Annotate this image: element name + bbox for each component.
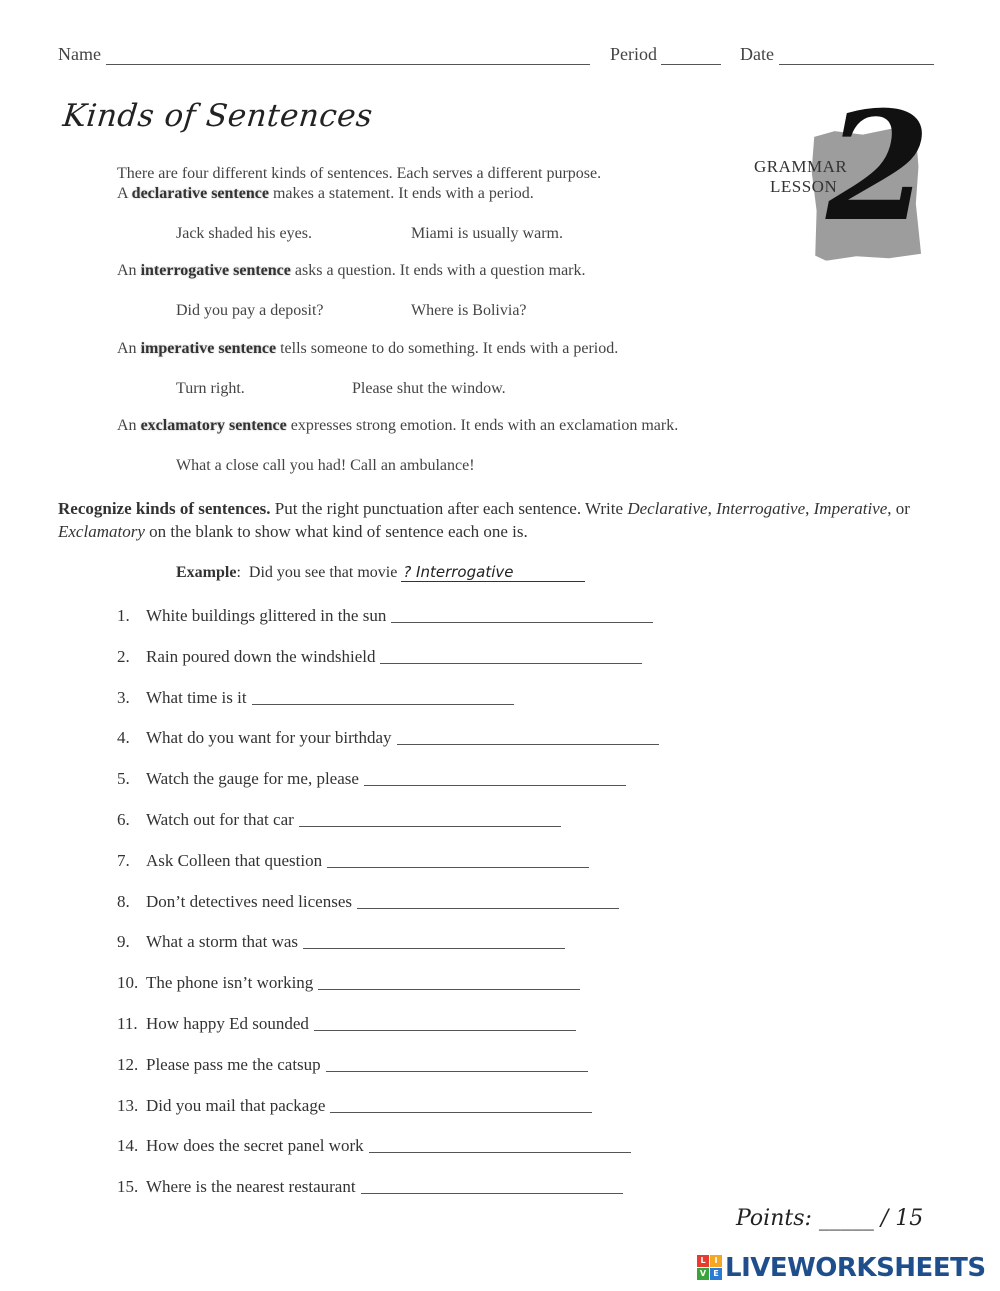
question-item bbox=[117, 932, 565, 952]
question-number: 10. bbox=[117, 973, 139, 992]
interrogative-definition: An interrogative sentence asks a question. It ends with a question mark. bbox=[117, 262, 586, 279]
date-label: Date bbox=[740, 44, 774, 64]
question-text: Rain poured down the windshield bbox=[146, 647, 376, 666]
period-label: Period bbox=[610, 44, 657, 64]
intro-sentence: There are four different kinds of sentences. Each serves a different purpose. bbox=[117, 165, 602, 182]
question-number: 8. bbox=[117, 892, 130, 911]
question-text: How happy Ed sounded bbox=[146, 1014, 309, 1033]
instructions: Recognize kinds of sentences. Put the right punctuation after each sentence. Write Declarative, Interrogative, Imperative, or Exclamatory on the blank to show what kind of sentence each one is. bbox=[58, 499, 910, 541]
logo-cube-v: V bbox=[697, 1268, 709, 1280]
question-text: Where is the nearest restaurant bbox=[146, 1177, 356, 1196]
logo-cube-e: E bbox=[710, 1268, 722, 1280]
answer-blank[interactable] bbox=[369, 1151, 631, 1153]
answer-blank[interactable] bbox=[299, 825, 561, 827]
question-text: Don’t detectives need licenses bbox=[146, 892, 352, 911]
question-item bbox=[117, 1055, 588, 1075]
question-number: 2. bbox=[117, 647, 130, 666]
interrogative-term: interrogative sentence bbox=[140, 262, 291, 279]
declarative-term: declarative sentence bbox=[131, 185, 269, 202]
question-number: 12. bbox=[117, 1055, 139, 1074]
answer-blank[interactable] bbox=[380, 662, 642, 664]
answer-blank[interactable] bbox=[397, 743, 659, 745]
grammar-lesson-badge bbox=[752, 79, 931, 267]
question-text: White buildings glittered in the sun bbox=[146, 606, 387, 625]
question-item bbox=[117, 810, 561, 830]
question-number: 7. bbox=[117, 851, 130, 870]
question-text: What a storm that was bbox=[146, 932, 299, 951]
question-number: 15. bbox=[117, 1177, 139, 1196]
imperative-example-1: Turn right. bbox=[176, 380, 245, 397]
question-number: 3. bbox=[117, 688, 130, 707]
declarative-example-2: Miami is usually warm. bbox=[411, 225, 563, 242]
imperative-definition: An imperative sentence tells someone to do something. It ends with a period. bbox=[117, 340, 619, 357]
imperative-term: imperative sentence bbox=[140, 340, 277, 357]
example-line: Example: Did you see that movie ? Interrogative bbox=[176, 563, 585, 582]
question-text: Did you mail that package bbox=[146, 1096, 326, 1115]
question-number: 11. bbox=[117, 1014, 138, 1033]
question-number: 9. bbox=[117, 932, 130, 951]
answer-blank[interactable] bbox=[318, 988, 580, 990]
question-number: 4. bbox=[117, 728, 130, 747]
question-text: Watch out for that car bbox=[146, 810, 294, 829]
answer-blank[interactable] bbox=[330, 1111, 592, 1113]
question-number: 6. bbox=[117, 810, 130, 829]
example-answer: ? Interrogative bbox=[401, 563, 585, 582]
badge-line-2: LESSON bbox=[770, 177, 838, 196]
name-label: Name bbox=[58, 44, 101, 64]
answer-blank[interactable] bbox=[391, 621, 653, 623]
answer-blank[interactable] bbox=[314, 1029, 576, 1031]
logo-wordmark: LIVEWORKSHEETS bbox=[725, 1253, 986, 1283]
question-number: 13. bbox=[117, 1096, 139, 1115]
question-text: The phone isn’t working bbox=[146, 973, 314, 992]
question-number: 1. bbox=[117, 606, 130, 625]
question-item bbox=[117, 606, 653, 626]
question-item bbox=[117, 769, 626, 789]
answer-blank[interactable] bbox=[303, 947, 565, 949]
question-item bbox=[117, 1177, 623, 1197]
example-label: Example bbox=[176, 564, 237, 581]
lesson-number: 2 bbox=[826, 79, 931, 255]
exclamatory-example: What a close call you had! Call an ambulance! bbox=[176, 457, 475, 474]
question-text: Please pass me the catsup bbox=[146, 1055, 321, 1074]
question-item bbox=[117, 851, 589, 871]
question-item bbox=[117, 892, 619, 912]
example-sentence: Did you see that movie bbox=[248, 564, 398, 581]
logo-cube-i: I bbox=[710, 1255, 722, 1267]
question-text: Watch the gauge for me, please bbox=[146, 769, 359, 788]
answer-blank[interactable] bbox=[364, 784, 626, 786]
question-item bbox=[117, 688, 514, 708]
page-title: Kinds of Sentences bbox=[61, 98, 375, 134]
interrogative-example-2: Where is Bolivia? bbox=[411, 302, 527, 319]
answer-blank[interactable] bbox=[361, 1192, 623, 1194]
points-score: Points: _____ / 15 bbox=[736, 1206, 924, 1231]
date-field[interactable] bbox=[779, 64, 934, 65]
question-item bbox=[117, 647, 642, 667]
question-item bbox=[117, 1136, 631, 1156]
exclamatory-definition: An exclamatory sentence expresses strong emotion. It ends with an exclamation mark. bbox=[117, 417, 679, 434]
question-item bbox=[117, 728, 659, 748]
declarative-example-1: Jack shaded his eyes. bbox=[176, 225, 312, 242]
badge-line-1: GRAMMAR bbox=[754, 157, 848, 176]
interrogative-example-1: Did you pay a deposit? bbox=[176, 302, 324, 319]
question-text: What do you want for your birthday bbox=[146, 728, 392, 747]
question-text: How does the secret panel work bbox=[146, 1136, 364, 1155]
exclamatory-term: exclamatory sentence bbox=[140, 417, 287, 434]
question-item bbox=[117, 1096, 592, 1116]
imperative-example-2: Please shut the window. bbox=[352, 380, 506, 397]
question-text: Ask Colleen that question bbox=[146, 851, 323, 870]
answer-blank[interactable] bbox=[326, 1070, 588, 1072]
question-number: 14. bbox=[117, 1136, 139, 1155]
name-field[interactable] bbox=[106, 64, 590, 65]
answer-blank[interactable] bbox=[327, 866, 589, 868]
question-text: What time is it bbox=[146, 688, 247, 707]
answer-blank[interactable] bbox=[357, 907, 619, 909]
logo-cube-l: L bbox=[697, 1255, 709, 1267]
period-field[interactable] bbox=[661, 64, 721, 65]
answer-blank[interactable] bbox=[252, 703, 514, 705]
question-item bbox=[117, 1014, 576, 1034]
declarative-definition: A declarative sentence makes a statement. It ends with a period. bbox=[117, 185, 534, 202]
question-number: 5. bbox=[117, 769, 130, 788]
question-item bbox=[117, 973, 580, 993]
